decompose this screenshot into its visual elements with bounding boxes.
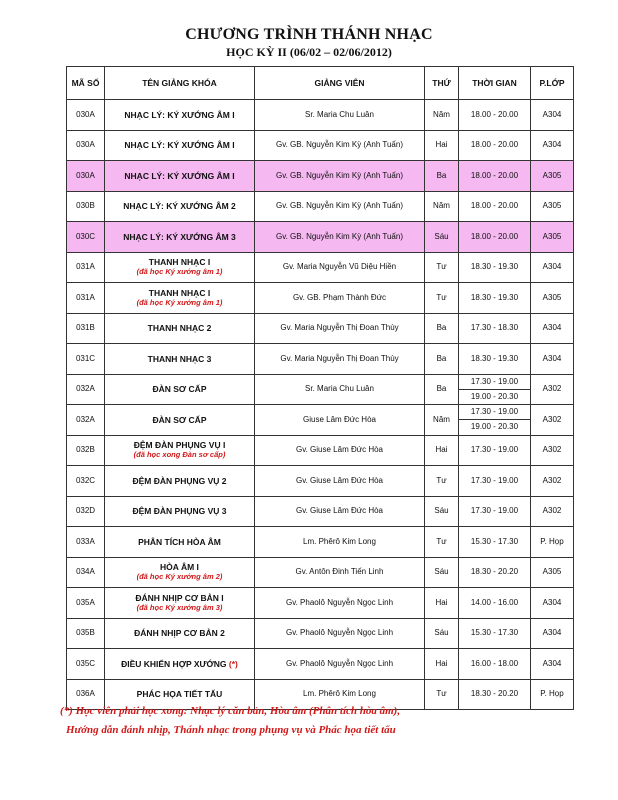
cell-time — [459, 161, 531, 192]
course-name: NHẠC LÝ: KÝ XƯỚNG ÂM 3 — [123, 231, 236, 242]
cell-day: Ba — [425, 313, 459, 344]
cell-teacher: Sr. Maria Chu Luân — [255, 374, 425, 405]
cell-room: A304 — [531, 130, 574, 161]
cell-code: 032A — [67, 405, 105, 436]
course-prerequisite: (đã học Ký xướng âm 1) — [136, 267, 223, 277]
course-name: ĐỆM ĐÀN PHỤNG VỤ 3 — [132, 506, 227, 517]
time-slot: 19.00 - 20.30 — [459, 419, 530, 434]
table-row — [67, 435, 574, 466]
time-slot: 17.30 - 19.00 — [470, 445, 519, 455]
cell-teacher: Sr. Maria Chu Luân — [255, 100, 425, 131]
cell-code: 036A — [67, 679, 105, 710]
course-name: PHÁC HỌA TIẾT TẤU — [136, 689, 223, 700]
cell-time — [459, 100, 531, 131]
time-slot: 15.30 - 17.30 — [470, 628, 519, 638]
table-row — [67, 161, 574, 192]
cell-time — [459, 588, 531, 619]
cell-room: P. Họp — [531, 679, 574, 710]
time-slot: 18.30 - 20.20 — [470, 567, 519, 577]
cell-teacher: Gv. Giuse Lâm Đức Hòa — [255, 435, 425, 466]
cell-day: Tư — [425, 252, 459, 283]
cell-code: 032A — [67, 374, 105, 405]
time-slot: 17.30 - 19.00 — [470, 376, 519, 386]
cell-room: A304 — [531, 344, 574, 375]
cell-room: A304 — [531, 252, 574, 283]
cell-room: A302 — [531, 466, 574, 497]
course-name: NHẠC LÝ: KÝ XƯỚNG ÂM I — [124, 109, 235, 120]
time-slot: 18.30 - 20.20 — [470, 689, 519, 699]
cell-day: Tư — [425, 679, 459, 710]
cell-day: Ba — [425, 161, 459, 192]
table-header-row — [67, 67, 574, 100]
cell-teacher: Gv. GB. Nguyễn Kim Kỳ (Anh Tuấn) — [255, 222, 425, 253]
cell-day: Năm — [425, 405, 459, 436]
course-name: THANH NHẠC 2 — [147, 323, 212, 334]
cell-day: Sáu — [425, 618, 459, 649]
cell-day: Hai — [425, 130, 459, 161]
cell-time — [459, 313, 531, 344]
cell-room: A304 — [531, 618, 574, 649]
time-slot: 18.30 - 19.30 — [470, 292, 519, 302]
time-slot: 18.00 - 20.00 — [470, 140, 519, 150]
cell-course — [105, 618, 255, 649]
cell-day: Năm — [425, 100, 459, 131]
course-prerequisite: (đã học Ký xướng âm 3) — [136, 602, 223, 612]
table-row — [67, 557, 574, 588]
cell-time — [459, 191, 531, 222]
time-slot: 18.30 - 19.30 — [470, 262, 519, 272]
cell-room: A305 — [531, 161, 574, 192]
table-row — [67, 191, 574, 222]
cell-day: Hai — [425, 588, 459, 619]
cell-teacher: Gv. Giuse Lâm Đức Hòa — [255, 466, 425, 497]
cell-code: 031B — [67, 313, 105, 344]
footnote — [60, 702, 580, 740]
cell-day: Tư — [425, 527, 459, 558]
cell-day: Hai — [425, 649, 459, 680]
cell-teacher: Gv. GB. Phạm Thành Đức — [255, 283, 425, 314]
cell-code: 035B — [67, 618, 105, 649]
cell-code: 032D — [67, 496, 105, 527]
cell-course — [105, 466, 255, 497]
time-slot: 16.00 - 18.00 — [470, 658, 519, 668]
cell-code: 035A — [67, 588, 105, 619]
course-name: ĐÁNH NHỊP CƠ BẢN I — [135, 592, 224, 603]
cell-code: 030A — [67, 161, 105, 192]
course-name: HÒA ÂM I — [160, 562, 199, 573]
time-slot: 17.30 - 19.00 — [470, 506, 519, 516]
cell-course — [105, 557, 255, 588]
cell-room: A302 — [531, 496, 574, 527]
cell-room: A302 — [531, 435, 574, 466]
schedule-table — [66, 66, 574, 710]
cell-course — [105, 344, 255, 375]
table-row — [67, 130, 574, 161]
cell-code: 030A — [67, 100, 105, 131]
cell-time — [459, 618, 531, 649]
cell-code: 032C — [67, 466, 105, 497]
cell-day: Sáu — [425, 222, 459, 253]
table-row — [67, 252, 574, 283]
cell-course — [105, 496, 255, 527]
time-slot: 17.30 - 19.00 — [470, 475, 519, 485]
header-teacher: GIẢNG VIÊN — [255, 67, 425, 100]
course-name: ĐÀN SƠ CẤP — [152, 414, 207, 425]
table-body — [67, 100, 574, 710]
footnote-line-2: Hướng dẫn đánh nhịp, Thánh nhạc trong phụng vụ và Phác họa tiết tấu — [66, 724, 396, 736]
table-row — [67, 283, 574, 314]
table-row — [67, 588, 574, 619]
cell-day: Tư — [425, 466, 459, 497]
course-name: ĐÀN SƠ CẤP — [152, 384, 207, 395]
course-name: THANH NHẠC I — [148, 257, 211, 268]
table-row — [67, 222, 574, 253]
cell-teacher: Gv. GB. Nguyễn Kim Kỳ (Anh Tuấn) — [255, 130, 425, 161]
course-name: ĐỆM ĐÀN PHỤNG VỤ 2 — [132, 475, 227, 486]
cell-day: Năm — [425, 191, 459, 222]
time-slot: 17.30 - 18.30 — [470, 323, 519, 333]
course-name: ĐIỀU KHIỂN HỢP XƯỚNG — [121, 658, 227, 669]
time-slot: 18.00 - 20.00 — [470, 231, 519, 241]
cell-day: Hai — [425, 435, 459, 466]
cell-teacher: Gv. Giuse Lâm Đức Hòa — [255, 496, 425, 527]
cell-code: 031C — [67, 344, 105, 375]
cell-day: Tư — [425, 283, 459, 314]
cell-course — [105, 130, 255, 161]
cell-room: A305 — [531, 222, 574, 253]
cell-room: A305 — [531, 191, 574, 222]
cell-course — [105, 283, 255, 314]
time-slot: 14.00 - 16.00 — [470, 597, 519, 607]
cell-code: 034A — [67, 557, 105, 588]
cell-teacher: Gv. Maria Nguyễn Thị Đoan Thùy — [255, 313, 425, 344]
cell-code: 032B — [67, 435, 105, 466]
cell-room: A304 — [531, 649, 574, 680]
cell-day: Ba — [425, 374, 459, 405]
cell-course — [105, 222, 255, 253]
cell-teacher: Lm. Phêrô Kim Long — [255, 679, 425, 710]
time-slot: 18.00 - 20.00 — [470, 170, 519, 180]
table-row — [67, 466, 574, 497]
cell-day: Sáu — [425, 557, 459, 588]
table-row — [67, 496, 574, 527]
cell-teacher: Giuse Lâm Đức Hòa — [255, 405, 425, 436]
cell-course — [105, 435, 255, 466]
table-row — [67, 649, 574, 680]
table-row — [67, 405, 574, 436]
header-room: P.LỚP — [531, 67, 574, 100]
time-slot: 18.00 - 20.00 — [470, 201, 519, 211]
cell-time — [459, 374, 531, 405]
cell-teacher: Gv. Phaolô Nguyễn Ngọc Linh — [255, 588, 425, 619]
header-time: THỜI GIAN — [459, 67, 531, 100]
cell-time — [459, 527, 531, 558]
cell-code: 031A — [67, 252, 105, 283]
cell-code: 033A — [67, 527, 105, 558]
footnote-line-1: (*) Học viên phải học xong: Nhạc lý căn bản, Hòa âm (Phân tích hòa âm), — [60, 705, 401, 717]
cell-course — [105, 100, 255, 131]
cell-time — [459, 344, 531, 375]
cell-teacher: Gv. Phaolô Nguyễn Ngọc Linh — [255, 618, 425, 649]
cell-course — [105, 405, 255, 436]
cell-teacher: Gv. Maria Nguyễn Vũ Diệu Hiền — [255, 252, 425, 283]
cell-teacher: Gv. GB. Nguyễn Kim Kỳ (Anh Tuấn) — [255, 191, 425, 222]
cell-course — [105, 649, 255, 680]
table-row — [67, 344, 574, 375]
table-row — [67, 313, 574, 344]
course-name: NHẠC LÝ: KÝ XƯỚNG ÂM 2 — [123, 201, 236, 212]
course-name: THANH NHẠC 3 — [147, 353, 212, 364]
cell-room: A305 — [531, 557, 574, 588]
cell-day: Sáu — [425, 496, 459, 527]
page-title: CHƯƠNG TRÌNH THÁNH NHẠC — [185, 26, 433, 43]
time-slot: 19.00 - 20.30 — [459, 389, 530, 404]
course-footnote-mark: (*) — [228, 658, 238, 669]
course-name: NHẠC LÝ: KÝ XƯỚNG ÂM I — [124, 140, 235, 151]
cell-course — [105, 588, 255, 619]
cell-code: 030C — [67, 222, 105, 253]
cell-time — [459, 435, 531, 466]
cell-teacher: Gv. GB. Nguyễn Kim Kỳ (Anh Tuấn) — [255, 161, 425, 192]
table-row — [67, 527, 574, 558]
cell-day: Ba — [425, 344, 459, 375]
header-code: MÃ SỐ — [67, 67, 105, 100]
course-prerequisite: (đã học Ký xướng âm 1) — [136, 297, 223, 307]
cell-teacher: Lm. Phêrô Kim Long — [255, 527, 425, 558]
cell-time — [459, 496, 531, 527]
time-slot: 18.00 - 20.00 — [470, 109, 519, 119]
cell-room: A304 — [531, 588, 574, 619]
cell-room: A304 — [531, 100, 574, 131]
course-name: NHẠC LÝ: KÝ XƯỚNG ÂM I — [124, 170, 235, 181]
cell-time — [459, 649, 531, 680]
table-row — [67, 374, 574, 405]
cell-teacher: Gv. Antôn Đinh Tiến Linh — [255, 557, 425, 588]
cell-course — [105, 313, 255, 344]
course-name: PHÂN TÍCH HÒA ÂM — [138, 536, 221, 547]
cell-room: A302 — [531, 405, 574, 436]
cell-room: A304 — [531, 313, 574, 344]
page-subtitle: HỌC KỲ II (06/02 – 02/06/2012) — [226, 45, 392, 59]
cell-time — [459, 466, 531, 497]
cell-course — [105, 374, 255, 405]
cell-teacher: Gv. Maria Nguyễn Thị Đoan Thùy — [255, 344, 425, 375]
cell-course — [105, 252, 255, 283]
cell-room: P. Họp — [531, 527, 574, 558]
header-day: THỨ — [425, 67, 459, 100]
cell-time — [459, 130, 531, 161]
course-name: ĐÁNH NHỊP CƠ BẢN 2 — [134, 628, 225, 639]
cell-code: 035C — [67, 649, 105, 680]
course-name: ĐỆM ĐÀN PHỤNG VỤ I — [133, 440, 226, 451]
cell-room: A302 — [531, 374, 574, 405]
cell-code: 031A — [67, 283, 105, 314]
cell-time — [459, 252, 531, 283]
cell-time — [459, 283, 531, 314]
cell-code: 030B — [67, 191, 105, 222]
cell-room: A305 — [531, 283, 574, 314]
table-row — [67, 100, 574, 131]
cell-time — [459, 405, 531, 436]
time-slot: 18.30 - 19.30 — [470, 353, 519, 363]
cell-teacher: Gv. Phaolô Nguyễn Ngọc Linh — [255, 649, 425, 680]
table-row — [67, 618, 574, 649]
course-name: THANH NHẠC I — [148, 287, 211, 298]
cell-course — [105, 161, 255, 192]
course-prerequisite: (đã học Ký xướng âm 2) — [136, 572, 223, 582]
time-slot: 17.30 - 19.00 — [470, 407, 519, 417]
cell-time — [459, 222, 531, 253]
course-prerequisite: (đã học xong Đàn sơ cấp) — [133, 450, 226, 460]
time-slot: 15.30 - 17.30 — [470, 536, 519, 546]
cell-code: 030A — [67, 130, 105, 161]
header-course: TÊN GIẢNG KHÓA — [105, 67, 255, 100]
cell-time — [459, 557, 531, 588]
cell-course — [105, 191, 255, 222]
cell-course — [105, 527, 255, 558]
